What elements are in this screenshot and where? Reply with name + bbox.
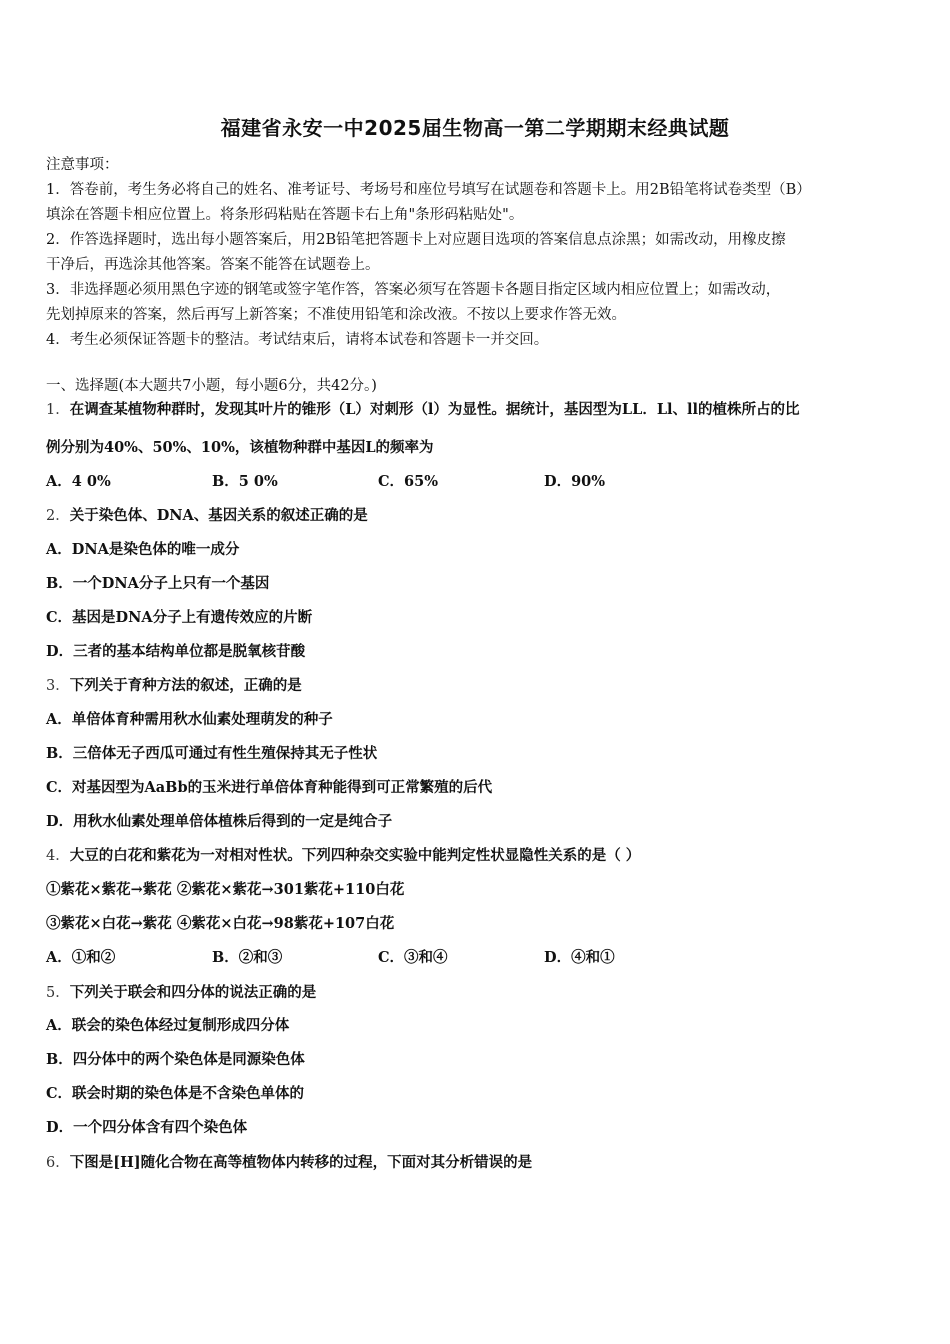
- notes-line: 干净后，再选涂其他答案。答案不能答在试题卷上。: [46, 257, 380, 273]
- question-number: 4．: [46, 848, 70, 864]
- option-c[interactable]: C．③和④: [378, 949, 448, 966]
- option-c[interactable]: C．65%: [378, 473, 438, 490]
- notes-line: 4．考生必须保证答题卡的整洁。考试结束后，请将本试卷和答题卡一并交回。: [46, 332, 549, 348]
- option-b[interactable]: B．一个DNA分子上只有一个基因: [46, 575, 270, 592]
- cross-list-2: ③紫花×白花→紫花 ④紫花×白花→98紫花+107白花: [46, 915, 395, 932]
- option-d[interactable]: D．用秋水仙素处理单倍体植株后得到的一定是纯合子: [46, 813, 393, 830]
- notes-heading: 注意事项：: [46, 157, 119, 173]
- option-d[interactable]: D．三者的基本结构单位都是脱氧核苷酸: [46, 643, 306, 660]
- question-number: 5．: [46, 985, 70, 1001]
- notes-block: [46, 153, 908, 353]
- question-3-stem: [46, 674, 916, 698]
- question-number: 6．: [46, 1155, 70, 1171]
- option-d[interactable]: D．④和①: [544, 949, 615, 966]
- question-number: 1．: [46, 402, 70, 418]
- question-4-stem: [46, 844, 916, 868]
- question-text: 关于染色体、DNA、基因关系的叙述正确的是: [69, 507, 368, 524]
- option-a[interactable]: A．DNA是染色体的唯一成分: [46, 541, 240, 558]
- notes-line: 1．答卷前，考生务必将自己的姓名、准考证号、考场号和座位号填写在试题卷和答题卡上。用2B铅笔将试卷类型（B）: [46, 182, 811, 198]
- question-number: 2．: [46, 508, 70, 524]
- option-b[interactable]: B．5 0%: [212, 473, 278, 490]
- question-text: 下列关于育种方法的叙述，正确的是: [69, 677, 302, 694]
- question-1-options: [46, 470, 806, 494]
- notes-line: 填涂在答题卡相应位置上。将条形码粘贴在答题卡右上角"条形码粘贴处"。: [46, 207, 524, 223]
- question-6-stem: [46, 1151, 916, 1175]
- question-number: 3．: [46, 678, 70, 694]
- notes-line: 2．作答选择题时，选出每小题答案后，用2B铅笔把答题卡上对应题目选项的答案信息点涂黑；如需改动，用橡皮擦: [46, 232, 786, 248]
- question-4-options: [46, 946, 806, 970]
- cross-list-1: ①紫花×紫花→紫花 ②紫花×紫花→301紫花+110白花: [46, 881, 405, 898]
- option-a[interactable]: A．4 0%: [46, 473, 111, 490]
- question-text: 在调查某植物种群时，发现其叶片的锥形（L）对刺形（l）为显性。据统计，基因型为LL．Ll、ll的植株所占的比: [69, 401, 800, 418]
- option-d[interactable]: D．90%: [544, 473, 606, 490]
- question-1-stem: [46, 398, 916, 422]
- option-a[interactable]: A．单倍体育种需用秋水仙素处理萌发的种子: [46, 711, 333, 728]
- option-b[interactable]: B．四分体中的两个染色体是同源染色体: [46, 1051, 305, 1068]
- question-1-stem-cont: 例分别为40%、50%、10%，该植物种群中基因L的频率为: [46, 439, 434, 456]
- notes-line: 3．非选择题必须用黑色字迹的钢笔或签字笔作答，答案必须写在答题卡各题目指定区域内相应位置上；如需改动，: [46, 282, 781, 298]
- option-c[interactable]: C．对基因型为AaBb的玉米进行单倍体育种能得到可正常繁殖的后代: [46, 779, 493, 796]
- option-a[interactable]: A．联会的染色体经过复制形成四分体: [46, 1017, 290, 1034]
- notes-line: 先划掉原来的答案，然后再写上新答案；不准使用铅笔和涂改液。不按以上要求作答无效。: [46, 307, 626, 323]
- section-heading: 一、选择题(本大题共7小题，每小题6分，共42分。): [46, 378, 377, 394]
- option-c[interactable]: C．联会时期的染色体是不含染色单体的: [46, 1085, 305, 1102]
- option-b[interactable]: B．②和③: [212, 949, 283, 966]
- question-text: 下列关于联会和四分体的说法正确的是: [69, 984, 317, 1001]
- question-text: 下图是[H]随化合物在高等植物体内转移的过程，下面对其分析错误的是: [69, 1154, 533, 1171]
- option-a[interactable]: A．①和②: [46, 949, 116, 966]
- option-d[interactable]: D．一个四分体含有四个染色体: [46, 1119, 248, 1136]
- page-title: 福建省永安一中2025届生物高一第二学期期末经典试题: [220, 116, 730, 140]
- option-c[interactable]: C．基因是DNA分子上有遗传效应的片断: [46, 609, 313, 626]
- question-5-stem: [46, 981, 916, 1005]
- question-text: 大豆的白花和紫花为一对相对性状。下列四种杂交实验中能判定性状显隐性关系的是（ ）: [69, 847, 641, 864]
- question-2-stem: [46, 504, 916, 528]
- option-b[interactable]: B．三倍体无子西瓜可通过有性生殖保持其无子性状: [46, 745, 378, 762]
